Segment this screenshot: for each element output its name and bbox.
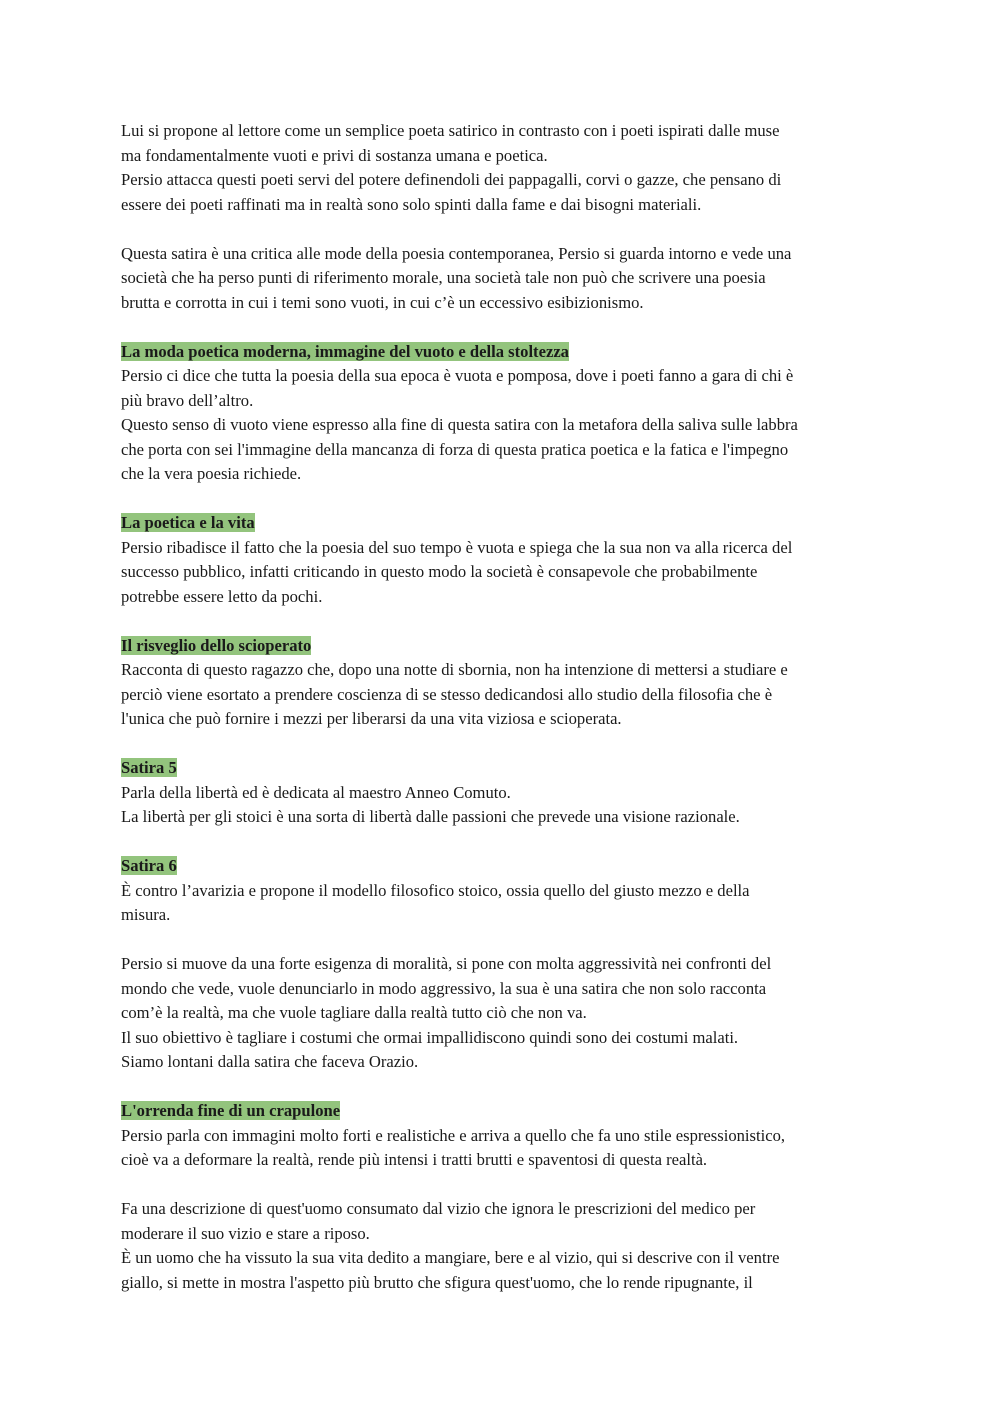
paragraph-gap [121, 928, 891, 953]
text-line: essere dei poeti raffinati ma in realtà sono solo spinti dalla fame e dai bisogni materiali. [121, 194, 702, 214]
text-line: mondo che vede, vuole denunciarlo in modo aggressivo, la sua è una satira che non solo racconta [121, 978, 767, 998]
paragraph-critica [121, 242, 891, 316]
section-heading [121, 1099, 891, 1124]
text-line: che la vera poesia richiede. [121, 464, 302, 483]
heading-highlight: L'orrenda fine di un crapulone [121, 1101, 341, 1120]
text-line: Questo senso di vuoto viene espresso alla fine di questa satira con la metafora della saliva sulle labbra [121, 415, 798, 434]
paragraph-gap [121, 830, 891, 855]
text-line: Questa satira è una critica alle mode della poesia contemporanea, Persio si guarda intorno e vede una [121, 243, 792, 263]
text-line: Persio ci dice che tutta la poesia della sua epoca è vuota e pomposa, dove i poeti fanno a gara di chi è [121, 366, 794, 385]
text-line: misura. [121, 905, 171, 924]
text-line: Persio ribadisce il fatto che la poesia del suo tempo è vuota e spiega che la sua non va alla ricerca del [121, 537, 793, 557]
text-line: Fa una descrizione di quest'uomo consumato dal vizio che ignora le prescrizioni del medico per [121, 1199, 756, 1218]
section-moda-poetica [121, 340, 891, 487]
text-line: successo pubblico, infatti criticando in questo modo la società è consapevole che probabilmente [121, 562, 758, 581]
heading-highlight: Satira 6 [121, 856, 177, 875]
text-line: com’è la realtà, ma che vuole tagliare dalla realtà tutto ciò che non va. [121, 1003, 587, 1022]
heading-highlight: La moda poetica moderna, immagine del vuoto e della stoltezza [121, 341, 569, 361]
text-line: Parla della libertà ed è dedicata al maestro Anneo Comuto. [121, 782, 511, 802]
text-line: La libertà per gli stoici è una sorta di libertà dalle passioni che prevede una visione razionale. [121, 807, 740, 826]
text-line: società che ha perso punti di riferimento morale, una società tale non può che scrivere una poesia [121, 268, 766, 287]
section-heading [121, 756, 891, 781]
text-line: Il suo obiettivo è tagliare i costumi che ormai impallidiscono quindi sono dei costumi malati. [121, 1027, 739, 1047]
section-heading [121, 340, 891, 365]
heading-highlight: Satira 5 [121, 758, 177, 777]
text-line: ma fondamentalmente vuoti e privi di sostanza umana e poetica. [121, 145, 548, 165]
text-line: È contro l’avarizia e propone il modello filosofico stoico, ossia quello del giusto mezzo e della [121, 880, 750, 900]
text-line: Persio attacca questi poeti servi del potere definendoli dei pappagalli, corvi o gazze, che pensano di [121, 170, 782, 189]
section-heading [121, 854, 891, 879]
text-line: Lui si propone al lettore come un semplice poeta satirico in contrasto con i poeti ispirati dalle muse [121, 121, 780, 140]
text-line: Racconta di questo ragazzo che, dopo una notte di sbornia, non ha intenzione di mettersi a studiare e [121, 660, 788, 679]
section-risveglio [121, 634, 891, 732]
paragraph-gap [121, 217, 891, 242]
paragraph-gap [121, 732, 891, 757]
document-page [121, 119, 891, 1295]
text-line: È un uomo che ha vissuto la sua vita dedito a mangiare, bere e al vizio, qui si descrive con il ventre [121, 1248, 780, 1267]
text-line: moderare il suo vizio e stare a riposo. [121, 1223, 370, 1243]
text-line: perciò viene esortato a prendere coscienza di se stesso dedicandosi allo studio della filosofia che è [121, 684, 773, 704]
paragraph-intro [121, 119, 891, 217]
paragraph-moralita [121, 952, 891, 1075]
section-poetica-vita [121, 511, 891, 609]
paragraph-descrizione [121, 1197, 891, 1295]
heading-highlight: Il risveglio dello scioperato [121, 635, 312, 655]
text-line: giallo, si mette in mostra l'aspetto più brutto che sfigura quest'uomo, che lo rende ripugnante, il [121, 1272, 753, 1292]
section-heading [121, 634, 891, 659]
text-line: brutta e corrotta in cui i temi sono vuoti, in cui c’è un eccessivo esibizionismo. [121, 292, 644, 312]
text-line: potrebbe essere letto da pochi. [121, 586, 323, 606]
paragraph-gap [121, 609, 891, 634]
heading-highlight: La poetica e la vita [121, 513, 255, 532]
text-line: cioè va a deformare la realtà, rende più intensi i tratti brutti e spaventosi di questa realtà. [121, 1150, 708, 1169]
section-satira-5 [121, 756, 891, 830]
section-satira-6 [121, 854, 891, 928]
paragraph-gap [121, 1075, 891, 1100]
text-line: Persio parla con immagini molto forti e realistiche e arriva a quello che fa uno stile espressionistico, [121, 1125, 786, 1145]
section-heading [121, 511, 891, 536]
text-line: Persio si muove da una forte esigenza di moralità, si pone con molta aggressività nei confronti del [121, 954, 772, 973]
section-crapulone [121, 1099, 891, 1173]
paragraph-gap [121, 315, 891, 340]
text-line: Siamo lontani dalla satira che faceva Orazio. [121, 1052, 419, 1071]
paragraph-gap [121, 487, 891, 512]
text-line: che porta con sei l'immagine della mancanza di forza di questa pratica poetica e la fatica e l'impegno [121, 439, 789, 459]
text-line: l'unica che può fornire i mezzi per liberarsi da una vita viziosa e scioperata. [121, 709, 622, 728]
paragraph-gap [121, 1173, 891, 1198]
text-line: più bravo dell’altro. [121, 390, 254, 410]
